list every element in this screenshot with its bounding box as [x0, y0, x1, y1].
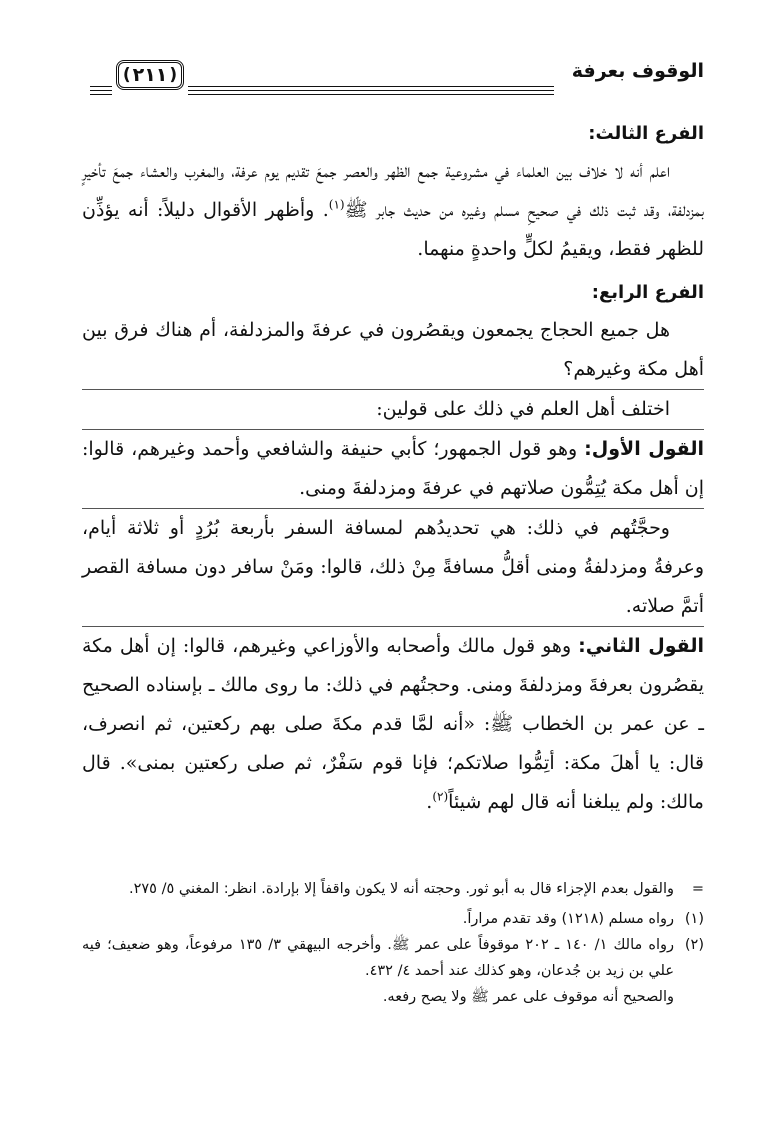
footnote-1: (١) رواه مسلم (١٢١٨) وقد تقدم مراراً. — [462, 911, 704, 927]
paragraph-intro: اختلف أهل العلم في ذلك على قولين: — [376, 398, 670, 420]
page-header — [90, 52, 704, 96]
paragraph-third: اعلم أنه لا خلاف بين العلماء في مشروعية جمع الظهر والعصر جمعَ تقديم يوم عرفة، والمغرب والعشاء جمعَ تأخيرٍ بمزدلفة، وقد ثبت ذلك في صحيحِ مسلم وغيره من حديث جابر ﷺ$^{(١)}$. وأظهر الأقوال دليلاً: أنه يؤذِّن للظهر فقط، ويقيمُ لكلٍّ واحدةٍ منهما. — [82, 160, 704, 260]
main-text — [82, 116, 704, 822]
running-title: الوقوف بعرفة — [571, 60, 704, 82]
paragraph-question: هل جميع الحجاج يجمعون ويقصُرون في عرفةَ والمزدلفة، أم هناك فرق بين أهل مكة وغيرهم؟ — [82, 319, 704, 380]
page-number: ٢١١ — [132, 64, 168, 86]
header-rule — [188, 86, 554, 98]
footnote-continuation: = والقول بعدم الإجزاء قال به أبو ثور. وحجته أنه لا يكون واقفاً إلا بإرادة. انظر: المغني ٥/ ٢٧٥. — [128, 881, 704, 897]
section-heading-fourth: الفرع الرابع: — [591, 282, 704, 303]
paragraph-first-opinion: القول الأول: وهو قول الجمهور؛ كأبي حنيفة والشافعي وأحمد وغيرهم، قالوا: إن أهل مكة يُتِمُّون صلاتهم في عرفةَ ومزدلفةَ ومنى. — [82, 438, 704, 499]
page-number-box: ( ٢١١ ) — [116, 60, 184, 90]
footnote-2-continuation: والصحيح أنه موقوف على عمر ﷺ ولا يصح رفعه. — [382, 989, 674, 1005]
paragraph-second-opinion: القول الثاني: وهو قول مالك وأصحابه والأوزاعي وغيرهم، قالوا: إن أهل مكة يقصُرون بعرفةَ ومزدلفةَ ومنى. وحجتُهم في ذلك: ما روى مالك ـ بإسناده الصحيح ـ عن عمر بن الخطاب ﷺ: «أنه لمَّا قدم مكةَ صلى بهم ركعتين، ثم انصرف، قال: يا أهلَ مكة: أتِمُّوا صلاتكم؛ فإنا قوم سَفْرٌ، ثم صلى ركعتين بمنى». قال مالك: ولم يبلغنا أنه قال لهم شيئاً$^{(٢)}$. — [82, 635, 704, 813]
footnote-2: (٢) رواه مالك ١/ ١٤٠ ـ ٢٠٢ موقوفاً على عمر ﷺ. وأخرجه البيهقي ٣/ ١٣٥ مرفوعاً، وهو ضعيف؛ فيه علي بن زيد بن جُدعان، وهو كذلك عند أحمد ٤/ ٤٣٢. — [82, 937, 704, 979]
footnote-ref-1: (١) — [328, 197, 345, 212]
paragraph-first-argument: وحجَّتُهم في ذلك: هي تحديدُهم لمسافة السفر بأربعة بُرُدٍ أو ثلاثة أيام، وعرفةُ ومزدلفةُ ومنى أقلُّ مسافةً مِنْ ذلك، قالوا: ومَنْ سافر دون مسافة القصر أتمَّ صلاته. — [82, 517, 704, 617]
header-rule-left — [90, 86, 112, 98]
footnote-ref-2: (٢) — [432, 789, 449, 804]
first-opinion-label: القول الأول: — [584, 438, 704, 460]
second-opinion-label: القول الثاني: — [578, 635, 704, 657]
footnotes — [82, 876, 704, 1010]
section-heading-third: الفرع الثالث: — [588, 123, 704, 144]
